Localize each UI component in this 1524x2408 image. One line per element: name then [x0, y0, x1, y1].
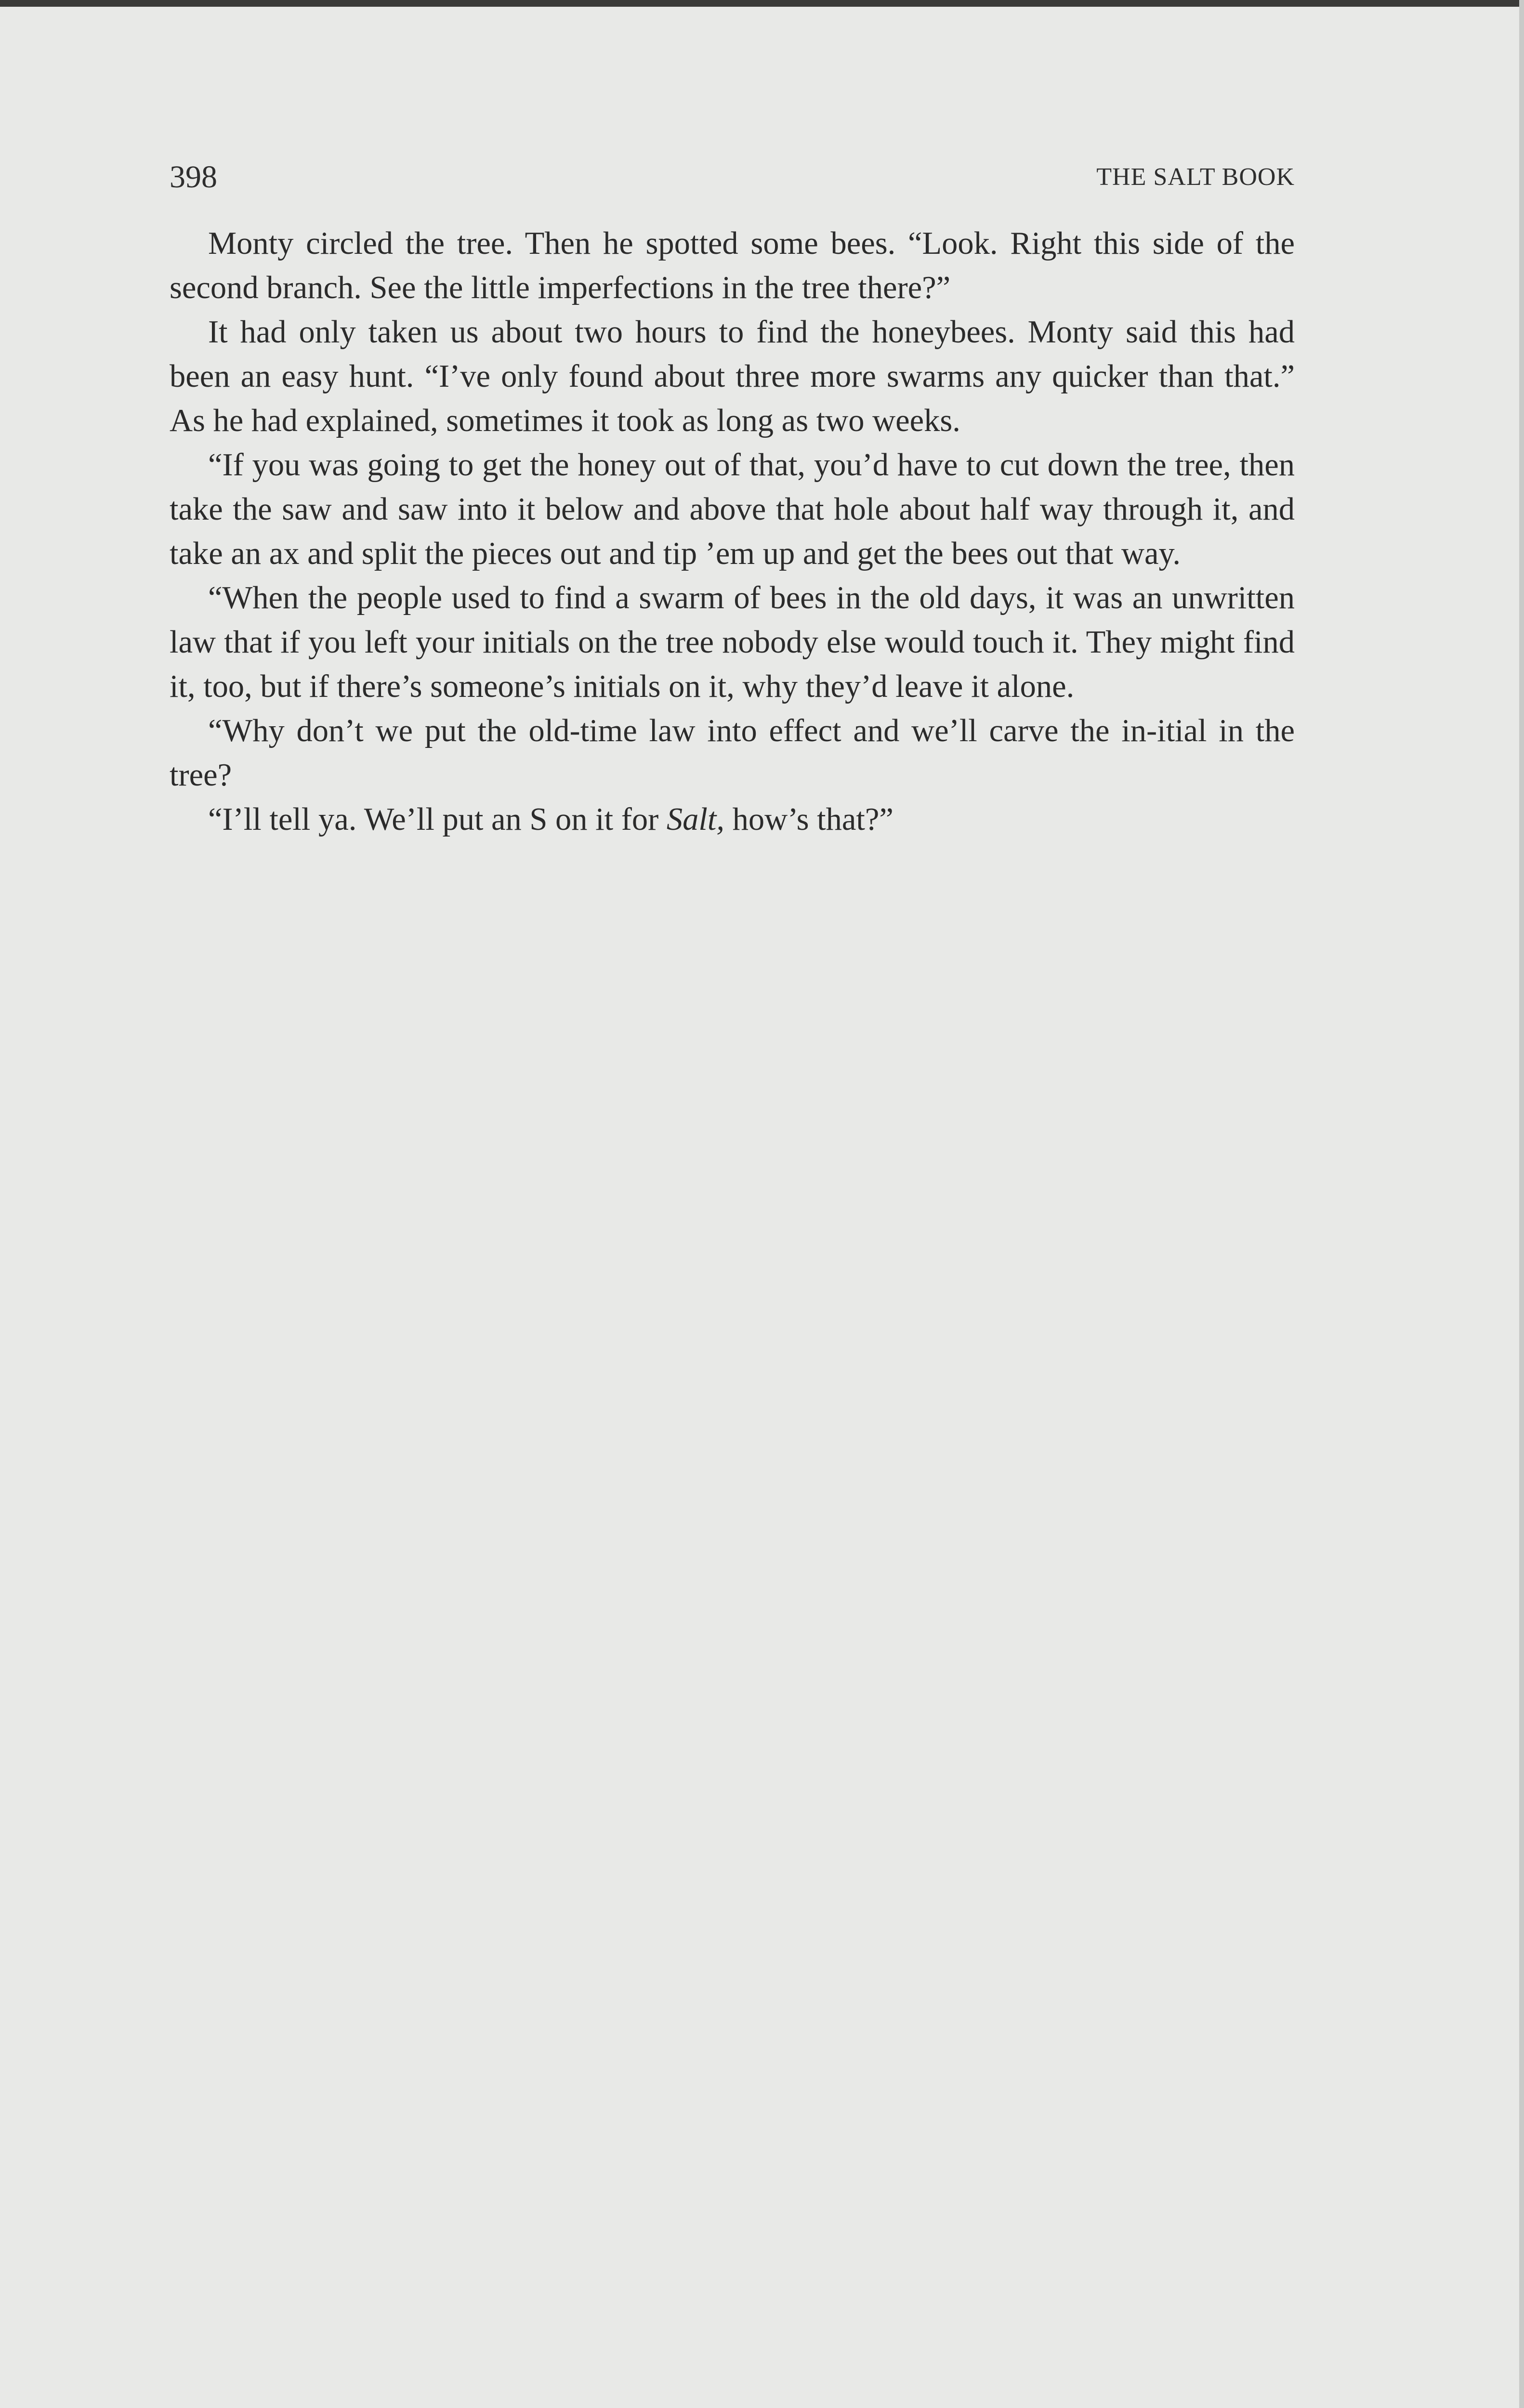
paragraph: It had only taken us about two hours to find the honeybees. Monty said this had been an easy hunt. “I’ve only found about three more swarms any quicker than that.” As he had explained, sometimes it took as long as two weeks. [170, 314, 1295, 438]
paragraph-final [170, 798, 1295, 842]
italic-word-salt: Salt, [666, 802, 724, 837]
paragraph: Monty circled the tree. Then he spotted some bees. “Look. Right this side of the second branch. See the little imperfections in the tree there?” [170, 226, 1295, 305]
paragraph: “Why don’t we put the old-time law into effect and we’ll carve the in-itial in the tree? [170, 713, 1295, 793]
paragraph: “When the people used to find a swarm of bees in the old days, it was an unwritten law that if you left your initials on the tree nobody else would touch it. They might find it, too, but if there’s someone’s initials on it, why they’d leave it alone. [170, 580, 1295, 704]
final-text-after: how’s that?” [724, 802, 893, 837]
page-right-edge [1519, 0, 1524, 2408]
page-top-edge [0, 0, 1524, 7]
body-text [170, 222, 1295, 842]
page-number: 398 [170, 159, 217, 195]
running-head [170, 153, 1295, 201]
paragraph: “If you was going to get the honey out of that, you’d have to cut down the tree, then take the saw and saw into it below and above that hole about half way through it, and take an ax and split the pieces out and tip ’em up and get the bees out that way. [170, 447, 1295, 571]
book-title: THE SALT BOOK [1096, 163, 1295, 191]
final-text-before: “I’ll tell ya. We’ll put an S on it for [208, 802, 667, 837]
